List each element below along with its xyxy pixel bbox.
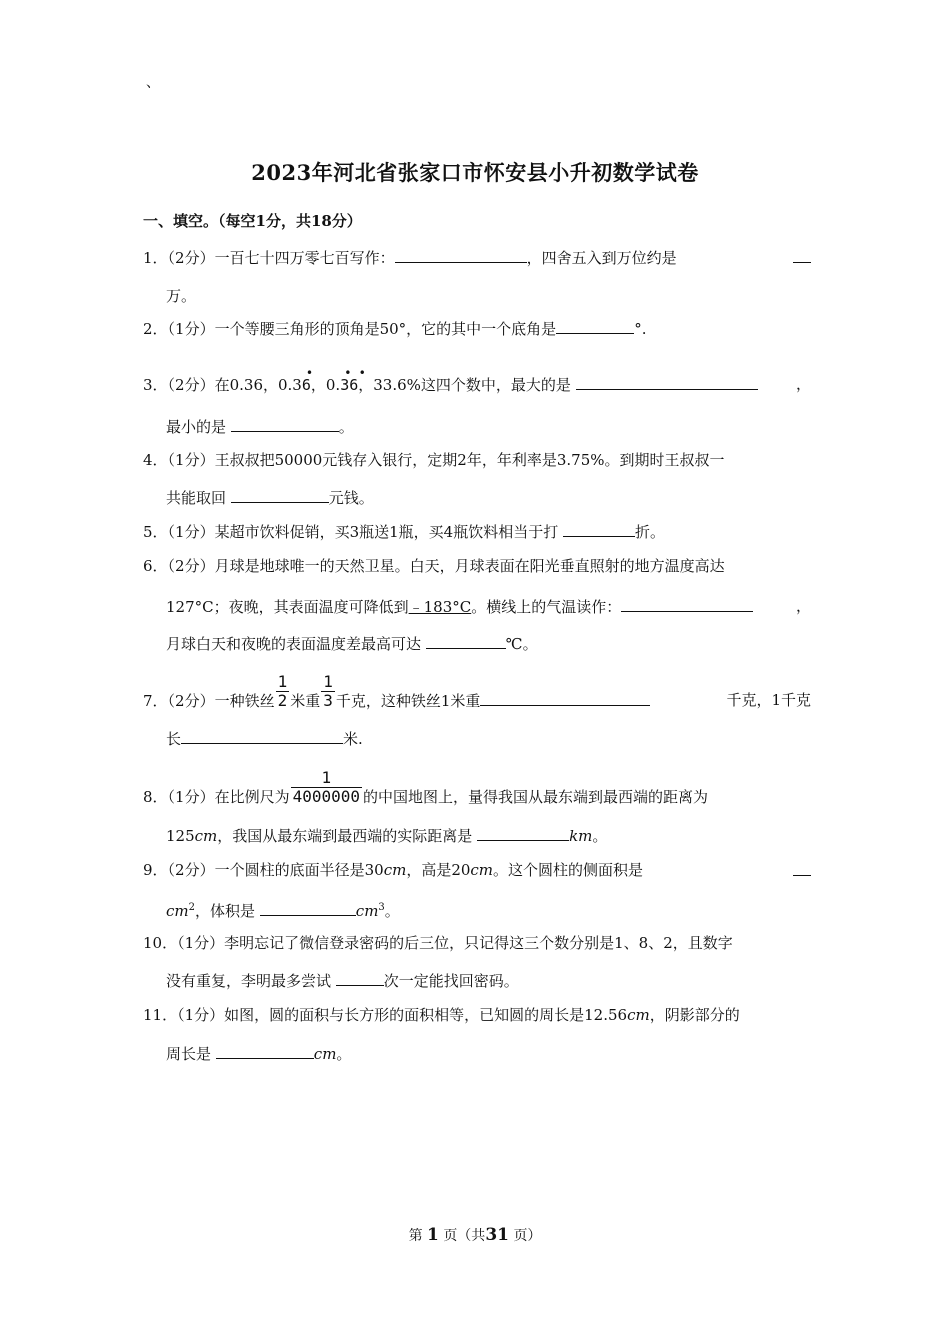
question-6-cont: 127°C；夜晚，其表面温度可降低到﹣183°C。横线上的气温读作： ， xyxy=(166,597,811,616)
question-5: 5．（1分）某超市饮料促销，买3瓶送1瓶，买4瓶饮料相当于打 折。 xyxy=(143,523,666,541)
question-3: 3．（2分）在0.36，0.3 • 6，0. • • 36，33.6%这四个数中，最大的是 ， xyxy=(143,366,811,394)
answer-blank[interactable] xyxy=(426,633,506,649)
question-4-cont: 共能取回 元钱。 xyxy=(166,489,374,507)
answer-blank[interactable] xyxy=(793,860,811,876)
answer-blank[interactable] xyxy=(260,900,356,916)
question-11-cont: 周长是 cm。 xyxy=(166,1045,352,1063)
question-1-cont: 万。 xyxy=(166,287,197,305)
answer-blank[interactable] xyxy=(793,247,811,263)
answer-blank[interactable] xyxy=(480,690,650,706)
answer-blank[interactable] xyxy=(576,374,758,390)
question-3-cont: 最小的是 。 xyxy=(166,418,354,436)
question-9-cont: $cm^2$，体积是 $cm^3$。 xyxy=(166,902,400,920)
fraction: $\frac{1}{4000000}$ xyxy=(292,767,361,806)
answer-blank[interactable] xyxy=(395,247,527,263)
question-6: 6．（2分）月球是地球唯一的天然卫星。白天，月球表面在阳光垂直照射的地方温度高达 xyxy=(143,557,725,575)
page-title: 2023年河北省张家口市怀安县小升初数学试卷 xyxy=(251,160,699,185)
answer-blank[interactable] xyxy=(231,487,329,503)
question-10: 10．（1分）李明忘记了微信登录密码的后三位，只记得这三个数分别是1、8、2，且数字 xyxy=(143,934,733,952)
answer-blank[interactable] xyxy=(216,1043,314,1059)
question-7-cont: 长 米. xyxy=(166,730,363,748)
question-11: 11．（1分）如图，圆的面积与长方形的面积相等，已知圆的周长是12.56cm，阴影部分的 xyxy=(143,1006,740,1024)
answer-blank[interactable] xyxy=(231,416,339,432)
answer-blank[interactable] xyxy=(621,596,753,612)
question-4: 4．（1分）王叔叔把50000元钱存入银行，定期2年，年利率是3.75%。到期时王叔叔一 xyxy=(143,451,725,469)
question-9: 9．（2分）一个圆柱的底面半径是30cm，高是20cm。这个圆柱的侧面积是 xyxy=(143,860,811,880)
fraction: $\frac{1}{3}$ xyxy=(323,671,333,710)
page-footer: 第 1 页（共31 页） xyxy=(408,1225,542,1245)
section-heading: 一、填空。（每空1分，共18分） xyxy=(143,212,362,230)
answer-blank[interactable] xyxy=(563,521,635,537)
question-8-cont: 125cm，我国从最东端到最西端的实际距离是 km。 xyxy=(166,827,608,845)
answer-blank[interactable] xyxy=(477,825,569,841)
question-6-cont2: 月球白天和夜晚的表面温度差最高可达 ℃。 xyxy=(166,635,538,653)
question-8: 8．（1分）在比例尺为 $\frac{1}{4000000}$ 的中国地图上，量得我国从最东端到最西端的距离为 xyxy=(143,767,709,806)
answer-blank[interactable] xyxy=(336,970,384,986)
question-1: 1．（2分）一百七十四万零七百写作： ，四舍五入到万位约是 xyxy=(143,247,811,268)
question-2: 2．（1分）一个等腰三角形的顶角是50°，它的其中一个底角是 °. xyxy=(143,320,647,338)
corner-mark: 、 xyxy=(146,75,160,91)
question-10-cont: 没有重复，李明最多尝试 次一定能找回密码。 xyxy=(166,972,519,990)
question-7: 7．（2分）一种铁丝 $\frac{1}{2}$ 米重 $\frac{1}{3}$ 千克，这种铁丝1米重 千克，1千克 xyxy=(143,671,811,710)
answer-blank[interactable] xyxy=(181,728,343,744)
answer-blank[interactable] xyxy=(556,318,634,334)
fraction: $\frac{1}{2}$ xyxy=(277,671,288,710)
